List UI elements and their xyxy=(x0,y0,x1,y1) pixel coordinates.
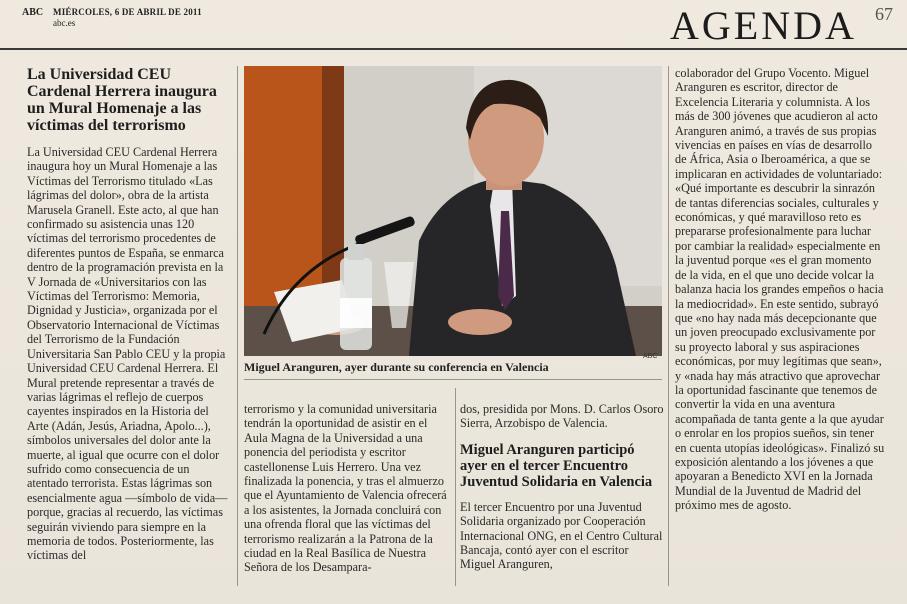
article2-body: El tercer Encuentro por una Juventud Solidaria organizado por Cooperación Internacional ONG, en el Centro Cultural Bancaja, contó ayer con el escritor Miguel Aranguren, xyxy=(460,499,663,572)
speaker-photo xyxy=(244,66,662,356)
article1-column xyxy=(27,66,232,586)
photo-caption: Miguel Aranguren, ayer durante su conferencia en Valencia xyxy=(244,360,549,374)
caption-rule xyxy=(244,379,662,380)
article2-column xyxy=(460,402,664,586)
page-header xyxy=(0,0,907,50)
website: abc.es xyxy=(53,18,76,28)
column-rule xyxy=(237,66,238,586)
issue-date: MIÉRCOLES, 6 DE ABRIL DE 2011 xyxy=(53,7,202,17)
section-title: AGENDA xyxy=(670,3,857,48)
speaker-illustration xyxy=(244,66,662,356)
column-rule xyxy=(455,388,456,586)
photo-credit: ABC xyxy=(643,353,658,360)
publication-name: ABC xyxy=(22,7,44,18)
article1-body: La Universidad CEU Cardenal Herrera inaugura hoy un Mural Homenaje a las Víctimas del Terrorismo titulado «Las lágrimas del dolor», obra de la artista Marusela Granell. Este acto, al que han confirmado su asistencia unas 120 víctimas del terrorismo procedentes de diferentes puntos de España, se enmarca dentro de la programación prevista en la V Jornada de «Universitarios con las Víctimas del Terrorismo: Memoria, Dignidad y Justicia», organizada por el Observatorio Internacional de Víctimas del Terrorismo de la Fundación Universitaria San Pablo CEU y la propia Universidad CEU Cardenal Herrera. El Mural pretende representar a través de varias lágrimas el reflejo de cuerpos cayentes inspirados en la Historia del Arte (Adán, Jesús, Ariadna, Apolo...), símbolos universales del dolor ante la muerte, al igual que ocurre con el dolor sufrido como consecuencia de un atentado terrorista. Estas lágrimas son esencialmente agua —símbolo de vida— porque, gracias al recuerdo, las víctimas seguirán viviendo para siempre en la memoria de todos. Posteriormente, las víctimas del xyxy=(27,145,228,563)
article1-end: dos, presidida por Mons. D. Carlos Osoro Sierra, Arzobispo de Valencia. xyxy=(460,402,664,431)
article1-continuation: terrorismo y la comunidad universitaria tendrán la oportunidad de asistir en el Aula Magna de la Universidad a una ponencia del periodista y escritor castellonense Luis Herrero. Una vez finalizada la ponencia, y tras el almuerzo que el Ayuntamiento de Valencia ofrecerá a los asistentes, la Jornada concluirá con una ofrenda floral que las víctimas del terrorismo realizarán a la Patrona de la ciudad en la Real Basílica de Nuestra Señora de los Desampara- xyxy=(244,402,447,575)
article1-headline: La Universidad CEU Cardenal Herrera inaugura un Mural Homenaje a las víctimas del terrorismo xyxy=(27,66,217,134)
article2-headline: Miguel Aranguren participó ayer en el tercer Encuentro Juventud Solidaria en Valencia xyxy=(460,441,653,490)
article1-continuation-column xyxy=(244,402,449,586)
column-rule xyxy=(668,66,669,586)
page-number: 67 xyxy=(875,4,893,24)
article2-continuation: colaborador del Grupo Vocento. Miguel Aranguren es escritor, director de Excelencia Literaria y columnista. A los más de 300 jóvenes que acudieron al acto Aranguren animó, a través de sus propias vivencias en países en vías de desarrollo de África, Asia o Iberoamérica, a que se implicaran en actividades de voluntariado: «Qué importante es descubrir la sinrazón de tantas diferencias sociales, culturales y económicas, y qué maravilloso reto es prepararse profesionalmente para luchar por cambiar la realidad» especialmente en la juventud porque «es el gran momento de la vida, en el que uno decide volcar la balanza hacia los grandes empeños o hacia la mediocridad». En este sentido, subrayó que «no hay nada más decepcionante que un joven preocupado exclusivamente por su proyecto laboral y sus aspiraciones económicas, por muy legítimas que sean», y «nada hay más atractivo que aprovechar la oportunidad fascinante que tenemos de convertir la vida en una aventura acompañada de tanta gente a la que ayudar o enrolar en los propios sueños, sin tener en cuenta utopías ideológicas». Finalizó su exposición alentando a los jóvenes a que apoyaran a Benedicto XVI en la Jornada Mundial de la Juventud de Madrid del próximo mes de agosto. xyxy=(675,66,885,513)
article2-continuation-column xyxy=(675,66,885,586)
